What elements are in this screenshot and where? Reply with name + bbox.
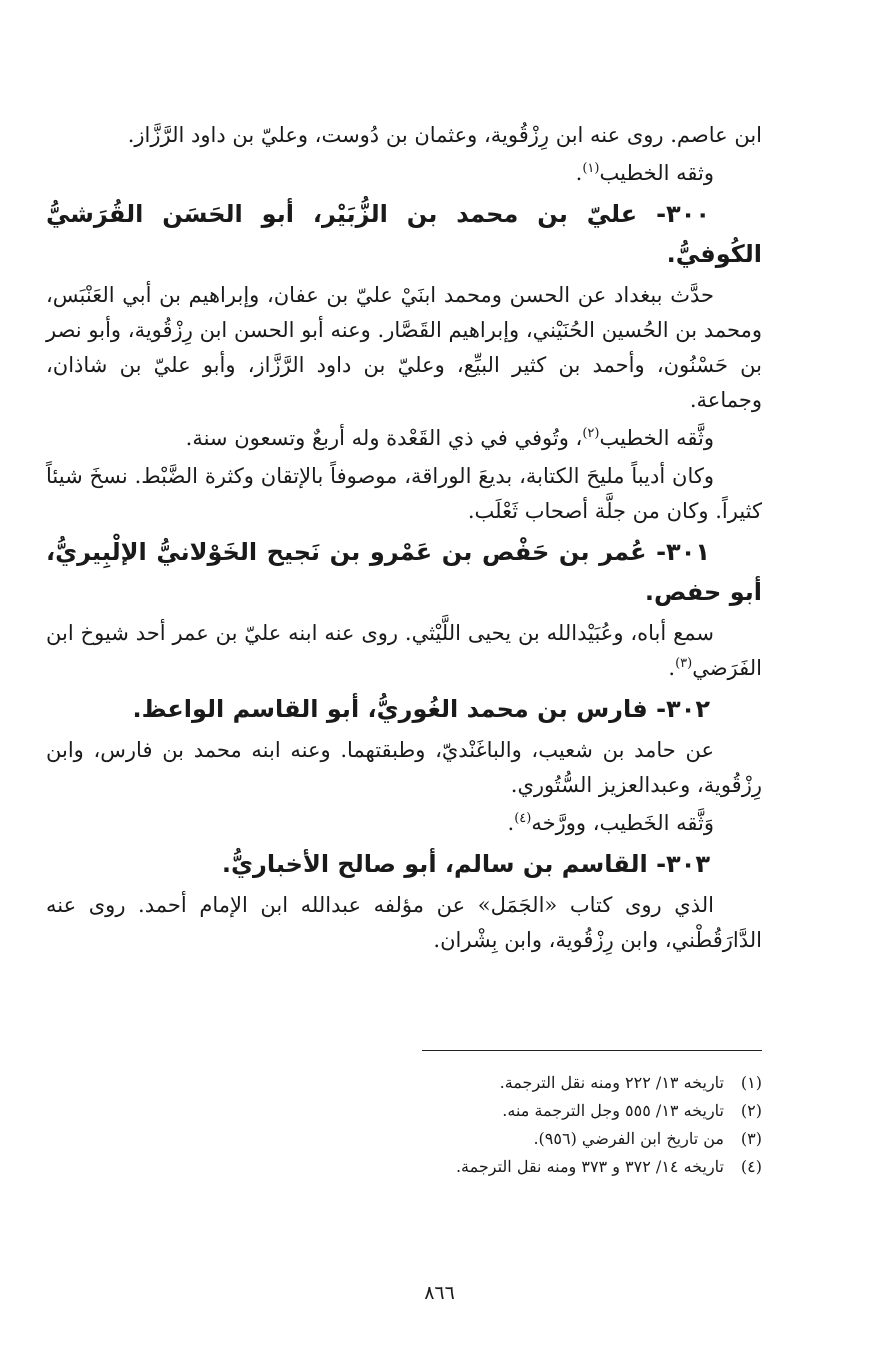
text-run: وَثَّقه الخَطيب، وورَّخه <box>531 811 714 835</box>
footnote <box>46 1125 762 1153</box>
footnote-ref-3: (٣) <box>675 656 693 671</box>
main-text <box>46 118 762 961</box>
footnote-number: (٢) <box>740 1101 762 1120</box>
entry-heading-303: ٣٠٣- القاسم بن سالم، أبو صالح الأخباريُّ. <box>221 850 710 878</box>
footnotes-section <box>46 1050 762 1181</box>
text-run: وثَّقه الخطيب <box>599 426 714 450</box>
text-run: . <box>668 656 676 680</box>
footnote <box>46 1069 762 1097</box>
entry-303-paragraph: الذي روى كتاب «الجَمَل» عن مؤلفه عبدالله ابن الإمام أحمد. روى عنه الدَّارَقُطْني، وابن رِزْقُوية، وابن بِشْران. <box>46 893 762 952</box>
entry-302-paragraph: عن حامد بن شعيب، والباغَنْديّ، وطبقتهما. وعنه ابنه محمد بن فارس، وابن رِزْقُوية، وعبدالعزيز السُّتُوري. <box>46 738 762 797</box>
entry-heading-302: ٣٠٢- فارس بن محمد الغُوريُّ، أبو القاسم الواعظ. <box>132 695 710 723</box>
entry-301-paragraph <box>46 616 762 686</box>
footnote-number: (٣) <box>740 1129 762 1148</box>
footnote-ref-1: (١) <box>582 161 600 176</box>
entry-300-paragraph <box>46 421 762 456</box>
text-run: . <box>507 811 515 835</box>
page-number: ٨٦٦ <box>424 1282 455 1304</box>
entry-heading-301: ٣٠١- عُمر بن حَفْص بن عَمْرو بن نَجيح الخَوْلانيُّ الإلْبِيريُّ، أبو حفص. <box>46 538 762 606</box>
footnote-text: من تاريخ ابن الفرضي (٩٥٦). <box>533 1129 724 1148</box>
text-run: سمع أباه، وعُبَيْدالله بن يحيى اللَّيْثي. روى عنه ابنه عليّ بن عمر أحد شيوخ ابن الفَرَضي <box>46 621 762 680</box>
footnote-ref-4: (٤) <box>514 811 532 826</box>
text-run: . <box>575 161 583 185</box>
footnote-text: تاريخه ١٣/ ٥٥٥ وجل الترجمة منه. <box>502 1101 724 1120</box>
footnote <box>46 1153 762 1181</box>
entry-300-paragraph: وكان أديباً مليحَ الكتابة، بديعَ الوراقة، موصوفاً بالإتقان وكثرة الضَّبْط. نسخَ شيئاً كثيراً. وكان من جلَّة أصحاب ثَعْلَب. <box>46 464 762 523</box>
footnote-number: (١) <box>740 1073 762 1092</box>
footnote-text: تاريخه ١٤/ ٣٧٢ و ٣٧٣ ومنه نقل الترجمة. <box>455 1157 724 1176</box>
footnote <box>46 1097 762 1125</box>
footnote-text: تاريخه ١٣/ ٢٢٢ ومنه نقل الترجمة. <box>499 1073 724 1092</box>
text-run: وثقه الخطيب <box>599 161 714 185</box>
footnote-divider <box>422 1050 762 1051</box>
text-run: ، وتُوفي في ذي القَعْدة وله أربعٌ وتسعون سنة. <box>185 426 583 450</box>
entry-302-paragraph <box>46 806 762 841</box>
entry-heading-300: ٣٠٠- عليّ بن محمد بن الزُّبَيْر، أبو الحَسَن القُرَشيُّ الكُوفيُّ. <box>46 200 762 268</box>
paragraph-trust-note <box>46 156 762 191</box>
entry-300-paragraph: حدَّث ببغداد عن الحسن ومحمد ابنَيْ عليّ بن عفان، وإبراهيم بن أبي العَنْبَس، ومحمد بن الحُسين الحُنَيْني، وإبراهيم القَصَّار. وعنه أبو الحسن ابن رِزْقُوية، وأبو نصر بن حَسْنُون، وأحمد بن كثير البيِّع، وعليّ بن داود الرَّزَّاز، وأبو عليّ بن شاذان، وجماعة. <box>46 283 762 412</box>
footnote-ref-2: (٢) <box>582 426 600 441</box>
paragraph-continuation: ابن عاصم. روى عنه ابن رِزْقُوية، وعثمان بن دُوست، وعليّ بن داود الرَّزَّاز. <box>127 123 762 147</box>
footnote-number: (٤) <box>740 1157 762 1176</box>
